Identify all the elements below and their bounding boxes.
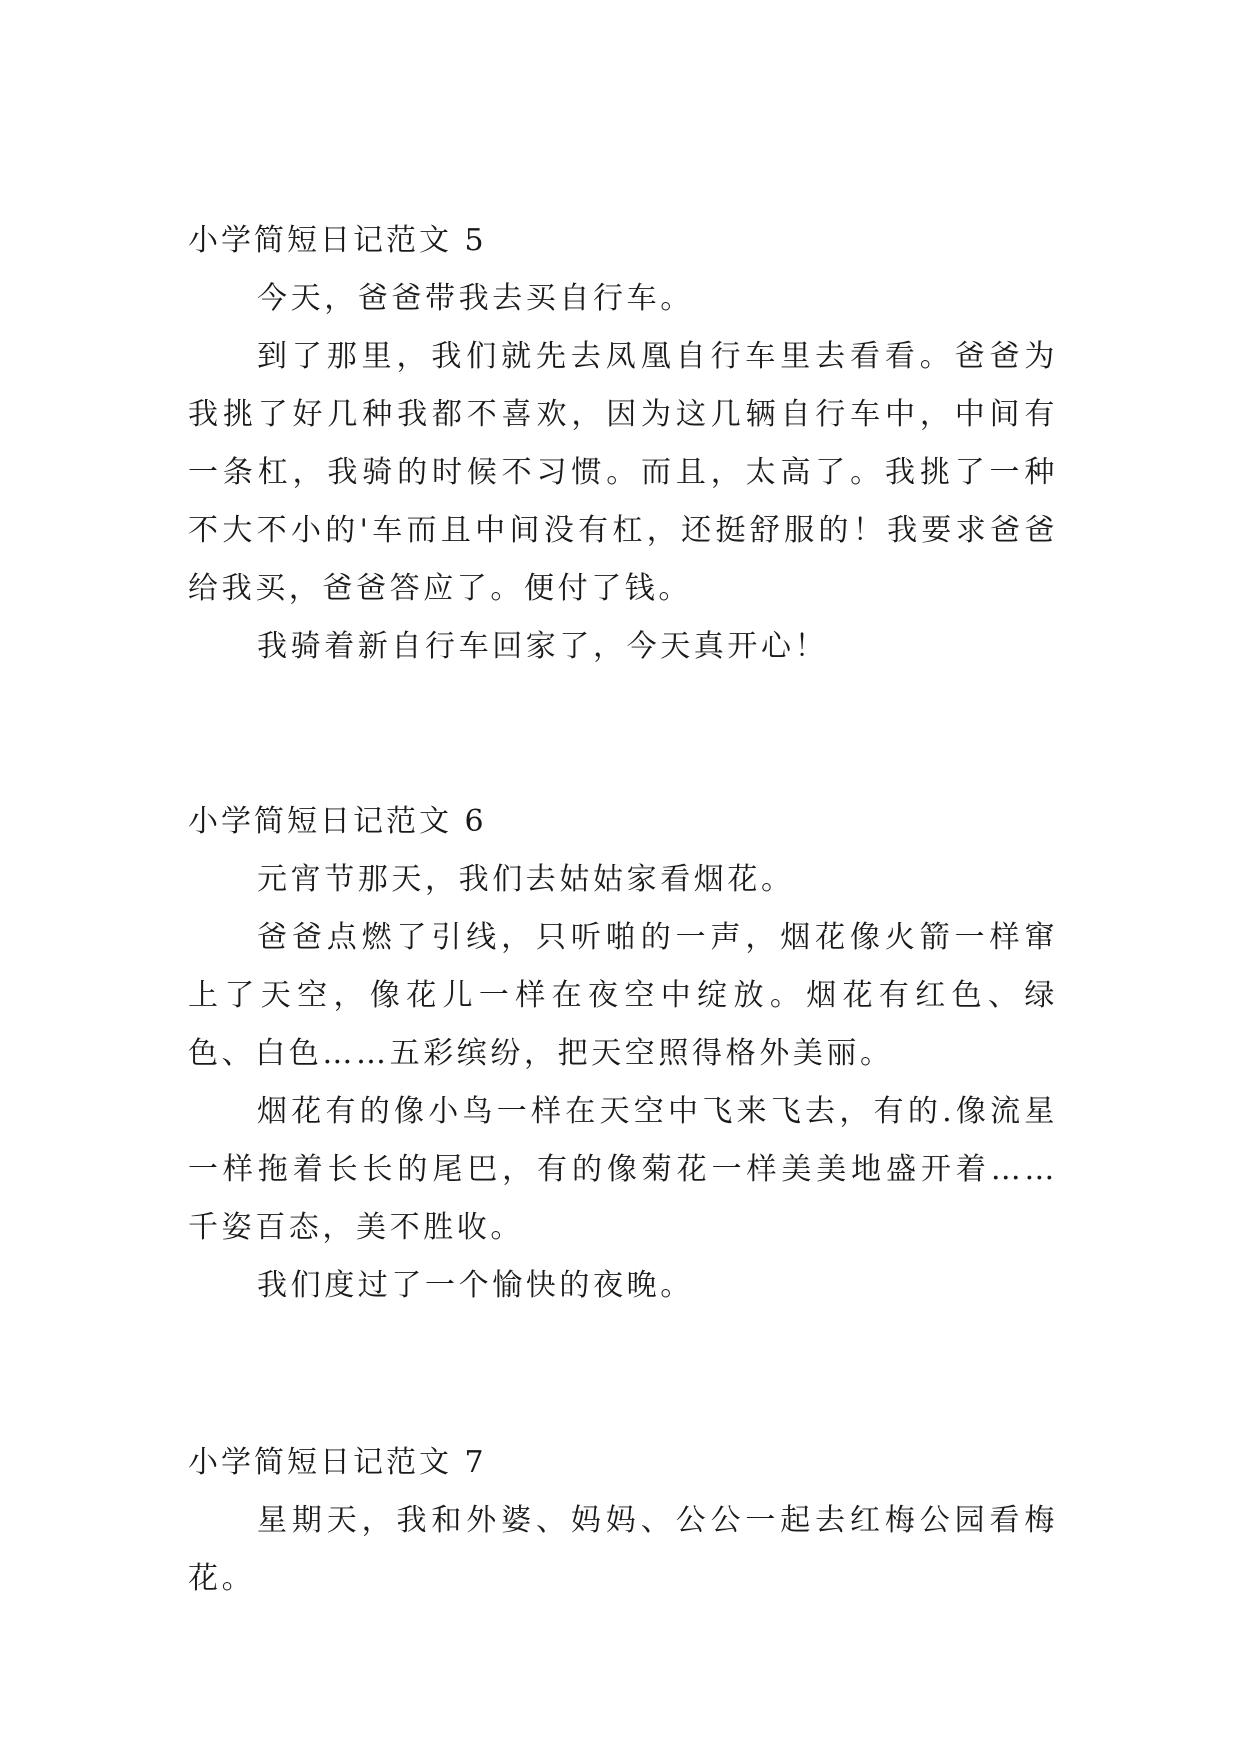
entry-paragraph: 元宵节那天，我们去姑姑家看烟花。 (257, 862, 795, 897)
diary-entry-6 (188, 793, 1058, 1315)
entry-paragraph: 星期天，我和外婆、妈妈、公公一起去红梅公园看梅花。 (188, 1503, 1058, 1596)
entry-paragraph: 我骑着新自行车回家了，今天真开心！ (257, 629, 829, 664)
entry-title: 小学简短日记范文 7 (188, 1445, 487, 1480)
diary-entry-7 (188, 1434, 1058, 1608)
entry-paragraph: 烟花有的像小鸟一样在天空中飞来飞去，有的.像流星一样拖着长长的尾巴，有的像菊花一样美美地盛开着……千姿百态，美不胜收。 (188, 1094, 1058, 1245)
diary-entry-5 (188, 212, 1058, 676)
entry-paragraph: 今天，爸爸带我去买自行车。 (257, 281, 694, 316)
entry-title: 小学简短日记范文 5 (188, 223, 487, 258)
entry-paragraph: 爸爸点燃了引线，只听啪的一声，烟花像火箭一样窜上了天空，像花儿一样在夜空中绽放。烟花有红色、绿色、白色……五彩缤纷，把天空照得格外美丽。 (188, 920, 1058, 1071)
entry-paragraph: 到了那里，我们就先去凤凰自行车里去看看。爸爸为我挑了好几种我都不喜欢，因为这几辆自行车中，中间有一条杠，我骑的时候不习惯。而且，太高了。我挑了一种不大不小的'车而且中间没有杠，还挺舒服的！我要求爸爸给我买，爸爸答应了。便付了钱。 (188, 339, 1058, 606)
entry-title: 小学简短日记范文 6 (188, 804, 487, 839)
entry-paragraph: 我们度过了一个愉快的夜晚。 (257, 1268, 694, 1303)
